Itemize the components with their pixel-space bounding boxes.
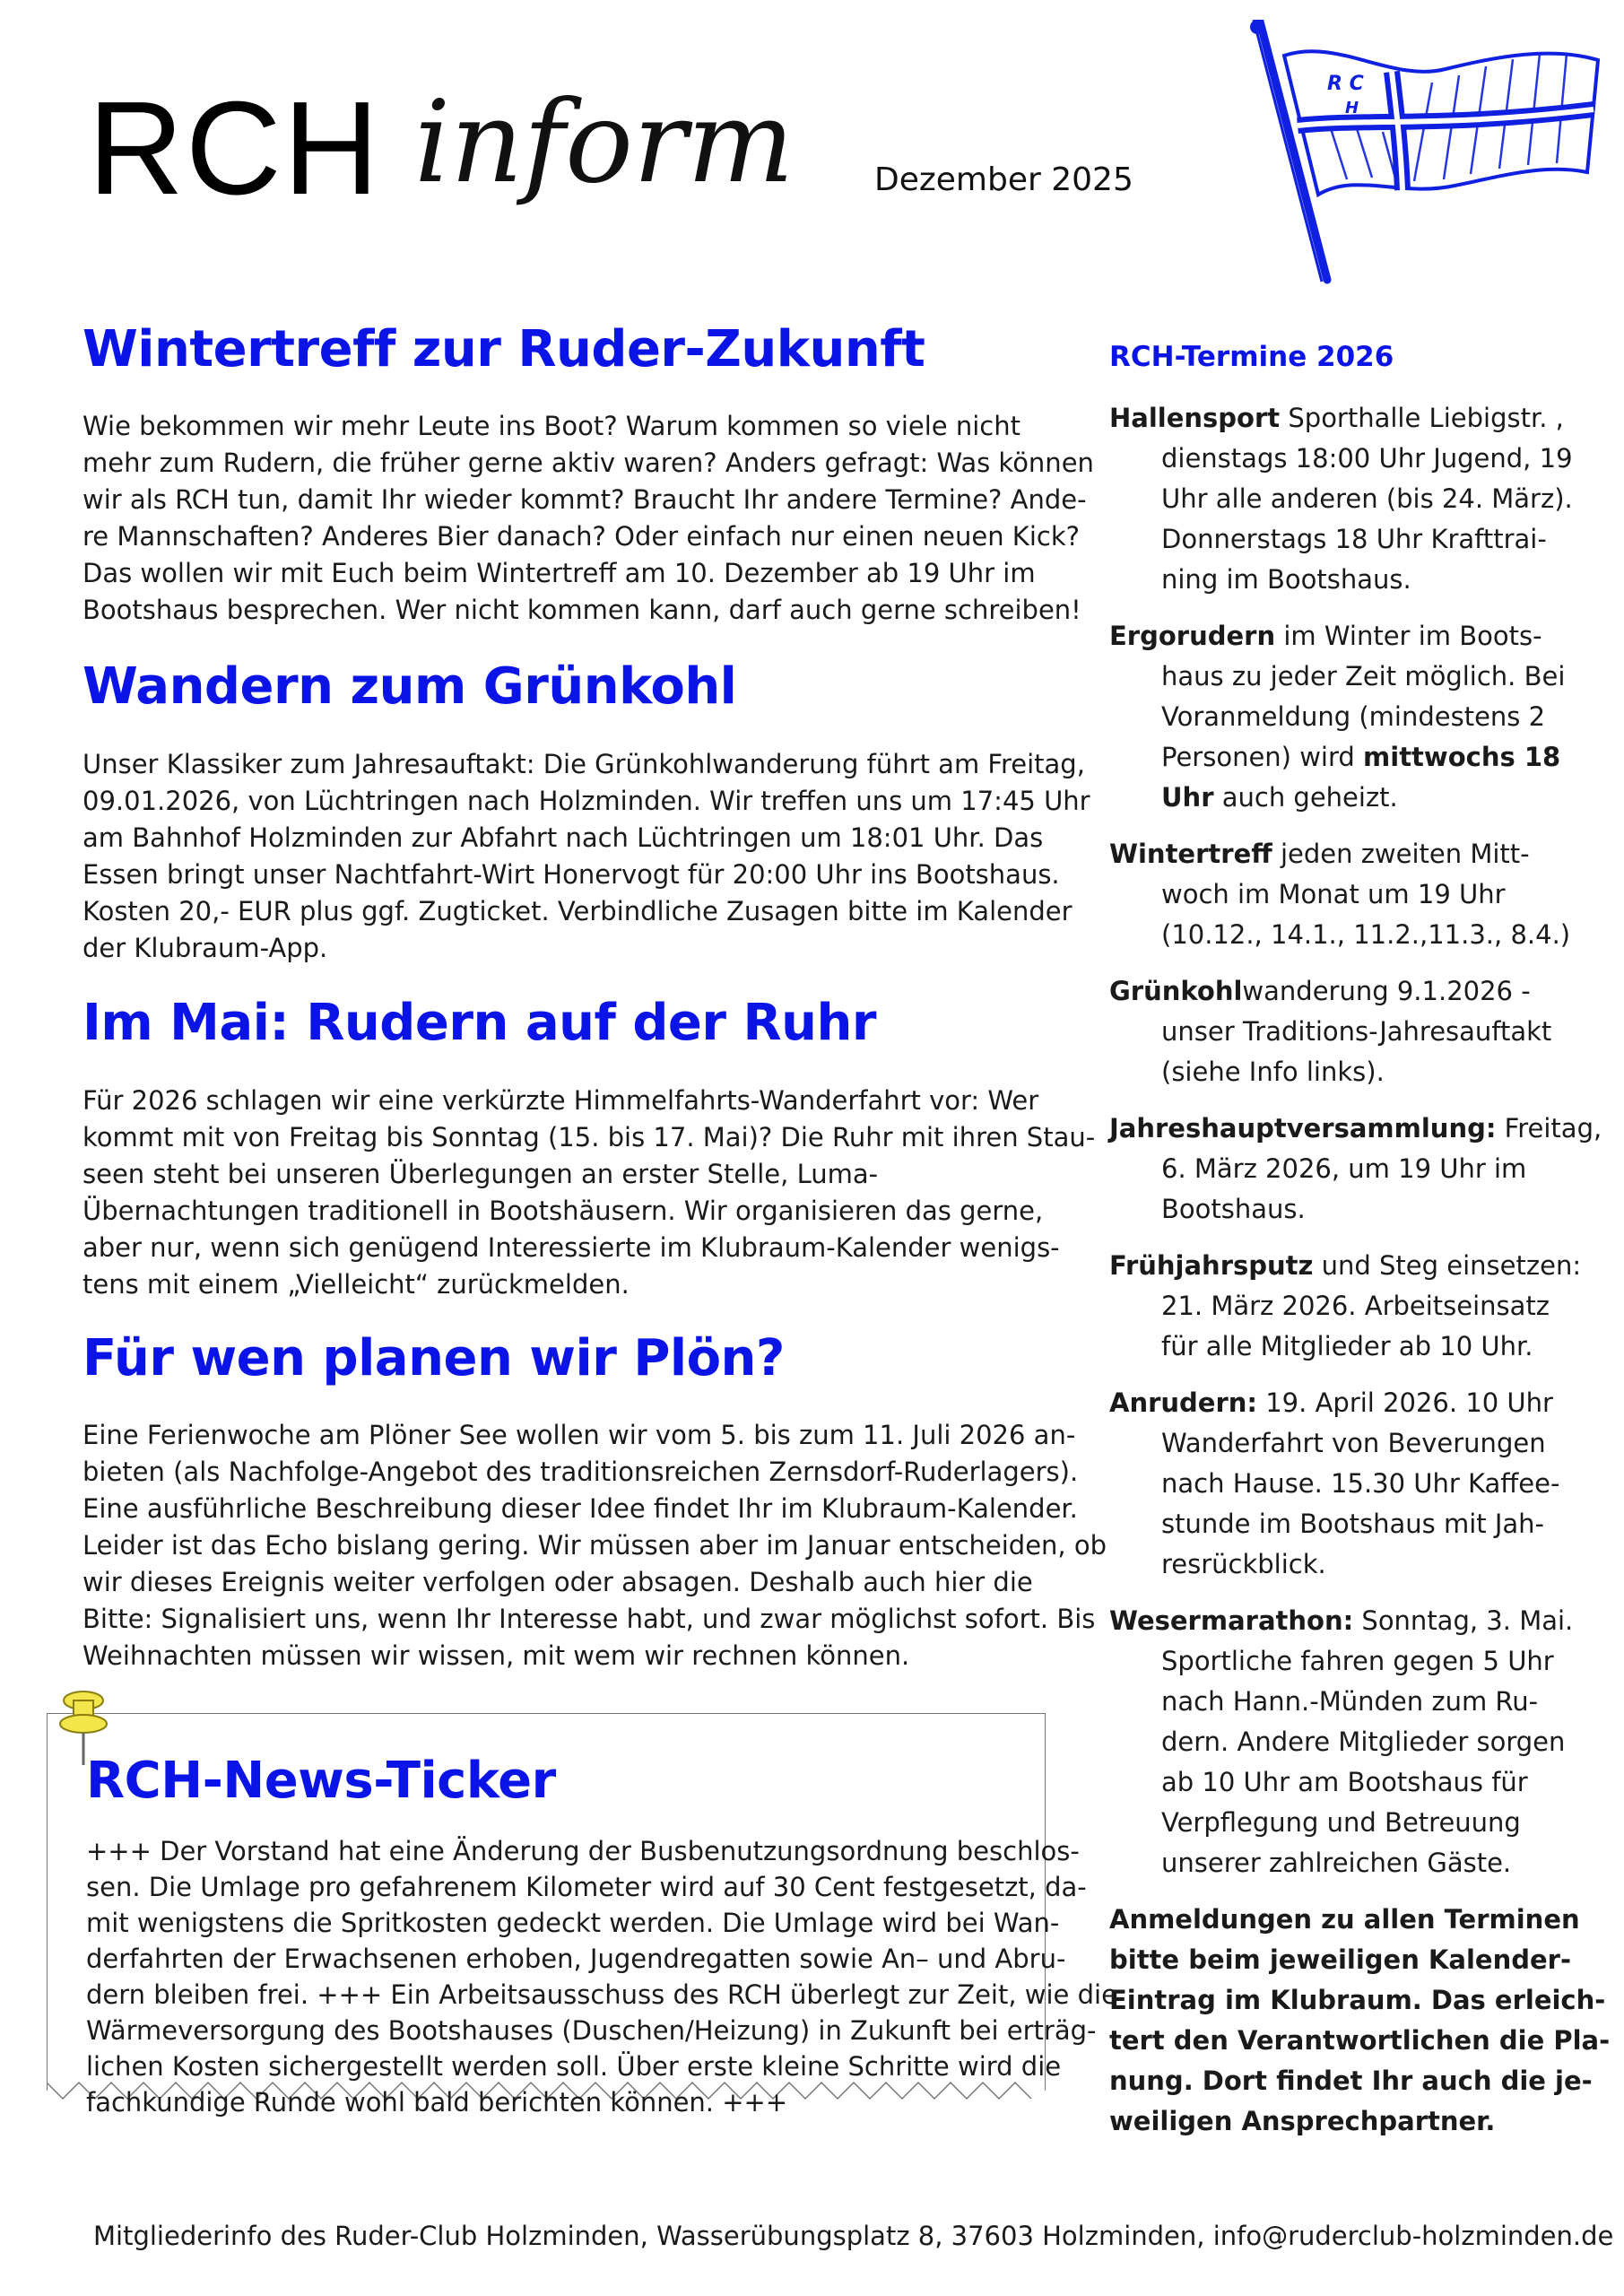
masthead-script-title: inform (414, 76, 795, 208)
article-body-ploen: Eine Ferienwoche am Plöner See wollen wir vom 5. bis zum 11. Juli 2026 an- bieten (als Nachfolge-Angebot des traditionsreichen Zernsdorf-Ruderlagers). Eine ausführliche Beschreibung dieser Idee findet Ihr im Klubraum-Kalender. Leider ist das Echo bislang gering. Wir müssen aber im Januar entscheiden, ob wir dieses Ereignis weiter verfolgen oder absagen. Deshalb auch hier die Bitte: Signalisiert uns, wenn Ihr Interesse habt, und zwar möglichst sofort. Bis Weihnachten müssen wir wissen, mit wem wir rechnen können. (83, 1420, 1107, 1671)
event-ergorudern: Ergorudern im Winter im Boots- haus zu jeder Zeit möglich. Bei Voranmeldung (mindestens 2 Personen) wird mittwochs 18 Uhr auch geheizt. (1109, 621, 1566, 813)
event-wintertreff: Wintertreff jeden zweiten Mitt- woch im Monat um 19 Uhr (10.12., 14.1., 11.2.,11.3., 8.4.) (1109, 839, 1571, 950)
ticker-body: +++ Der Vorstand hat eine Änderung der Busbenutzungsordnung beschlos- sen. Die Umlage pro gefahrenem Kilometer wird auf 30 Cent festgesetzt, da- mit wenigstens die Spritkosten gedeckt werden. Die Umlage wird bei Wan- derfahrten der Erwachsenen erhoben, Jugendregatten sowie An– und Abru- dern bleiben frei. +++ Ein Arbeitsausschuss des RCH überlegt zur Zeit, wie die Wärmeversorgung des Bootshauses (Duschen/Heizung) in Zukunft bei erträg- lichen Kosten sichergestellt werden soll. Über erste kleine Schritte wird die fachkundige Runde wohl bald berichten können. +++ (86, 1836, 1117, 2118)
footer-address: Mitgliederinfo des Ruder-Club Holzminden, Wasserübungsplatz 8, 37603 Holzminden, info@ruderclub-holzminden.de (93, 2221, 1614, 2251)
article-title-wintertreff: Wintertreff zur Ruder-Zukunft (83, 320, 925, 378)
article-title-gruenkohl: Wandern zum Grünkohl (83, 657, 737, 716)
article-title-ploen: Für wen planen wir Plön? (83, 1329, 785, 1387)
issue-date: Dezember 2025 (874, 161, 1133, 198)
svg-text:R C: R C (1327, 73, 1364, 95)
registration-note: Anmeldungen zu allen Terminen bitte beim jeweiligen Kalender- Eintrag im Klubraum. Das erleich- tert den Verantwortlichen die Pla- nung. Dort findet Ihr auch die je- weiligen Ansprechpartner. (1109, 1904, 1611, 2136)
ticker-title: RCH-News-Ticker (86, 1752, 556, 1810)
svg-text:H: H (1345, 99, 1359, 117)
event-hallensport: Hallensport Sporthalle Liebigstr. , dienstags 18:00 Uhr Jugend, 19 Uhr alle anderen (bis 24. März). Donnerstags 18 Uhr Krafttrai- ning im Bootshaus. (1109, 403, 1573, 595)
masthead-title: RCH (88, 74, 381, 222)
event-fruehjahrsputz: Frühjahrsputz und Steg einsetzen: 21. März 2026. Arbeitseinsatz für alle Mitglieder ab 10 Uhr. (1109, 1250, 1582, 1361)
article-title-ruhr: Im Mai: Rudern auf der Ruhr (83, 994, 876, 1052)
event-gruenkohlwanderung: Grünkohlwanderung 9.1.2026 - unser Traditions-Jahresauftakt (siehe Info links). (1109, 976, 1552, 1087)
event-wesermarathon: Wesermarathon: Sonntag, 3. Mai. Sportliche fahren gegen 5 Uhr nach Hann.-Münden zum Ru- dern. Andere Mitglieder sorgen ab 10 Uhr am Bootshaus für Verpflegung und Betreuung unserer zahlreichen Gäste. (1109, 1605, 1574, 1878)
termine-sidebar (1109, 339, 1611, 2142)
event-jahreshauptversammlung: Jahreshauptversammlung: Freitag, 6. März 2026, um 19 Uhr im Bootshaus. (1109, 1113, 1602, 1224)
article-body-gruenkohl: Unser Klassiker zum Jahresauftakt: Die Grünkohlwanderung führt am Freitag, 09.01.2026, von Lüchtringen nach Holzminden. Wir treffen uns um 17:45 Uhr am Bahnhof Holzminden zur Abfahrt nach Lüchtringen um 18:01 Uhr. Das Essen bringt unser Nachtfahrt-Wirt Honervogt für 20:00 Uhr ins Bootshaus. Kosten 20,- EUR plus ggf. Zugticket. Verbindliche Zusagen bitte im Kalender der Klubraum-App. (83, 749, 1090, 963)
termine-title: RCH-Termine 2026 (1109, 341, 1394, 373)
club-flag-logo (1212, 20, 1607, 289)
article-body-wintertreff: Wie bekommen wir mehr Leute ins Boot? Warum kommen so viele nicht mehr zum Rudern, die früher gerne aktiv waren? Anders gefragt: Was können wir als RCH tun, damit Ihr wieder kommt? Braucht Ihr andere Termine? Ande- re Mannschaften? Anderes Bier danach? Oder einfach nur einen neuen Kick? Das wollen wir mit Euch beim Wintertreff am 10. Dezember ab 19 Uhr im Bootshaus besprechen. Wer nicht kommen kann, darf auch gerne schreiben! (83, 411, 1094, 625)
event-anrudern: Anrudern: 19. April 2026. 10 Uhr Wanderfahrt von Beverungen nach Hause. 15.30 Uhr Kaffee- stunde im Bootshaus mit Jah- resrückblick. (1109, 1387, 1560, 1579)
article-body-ruhr: Für 2026 schlagen wir eine verkürzte Himmelfahrts-Wanderfahrt vor: Wer kommt mit von Freitag bis Sonntag (15. bis 17. Mai)? Die Ruhr mit ihren Stau- seen steht bei unseren Überlegungen an erster Stelle, Luma- Übernachtungen traditionell in Bootshäusern. Wir organisieren das gerne, aber nur, wenn sich genügend Interessierte im Klubraum-Kalender wenigs- tens mit einem „Vielleicht“ zurückmelden. (83, 1085, 1096, 1300)
